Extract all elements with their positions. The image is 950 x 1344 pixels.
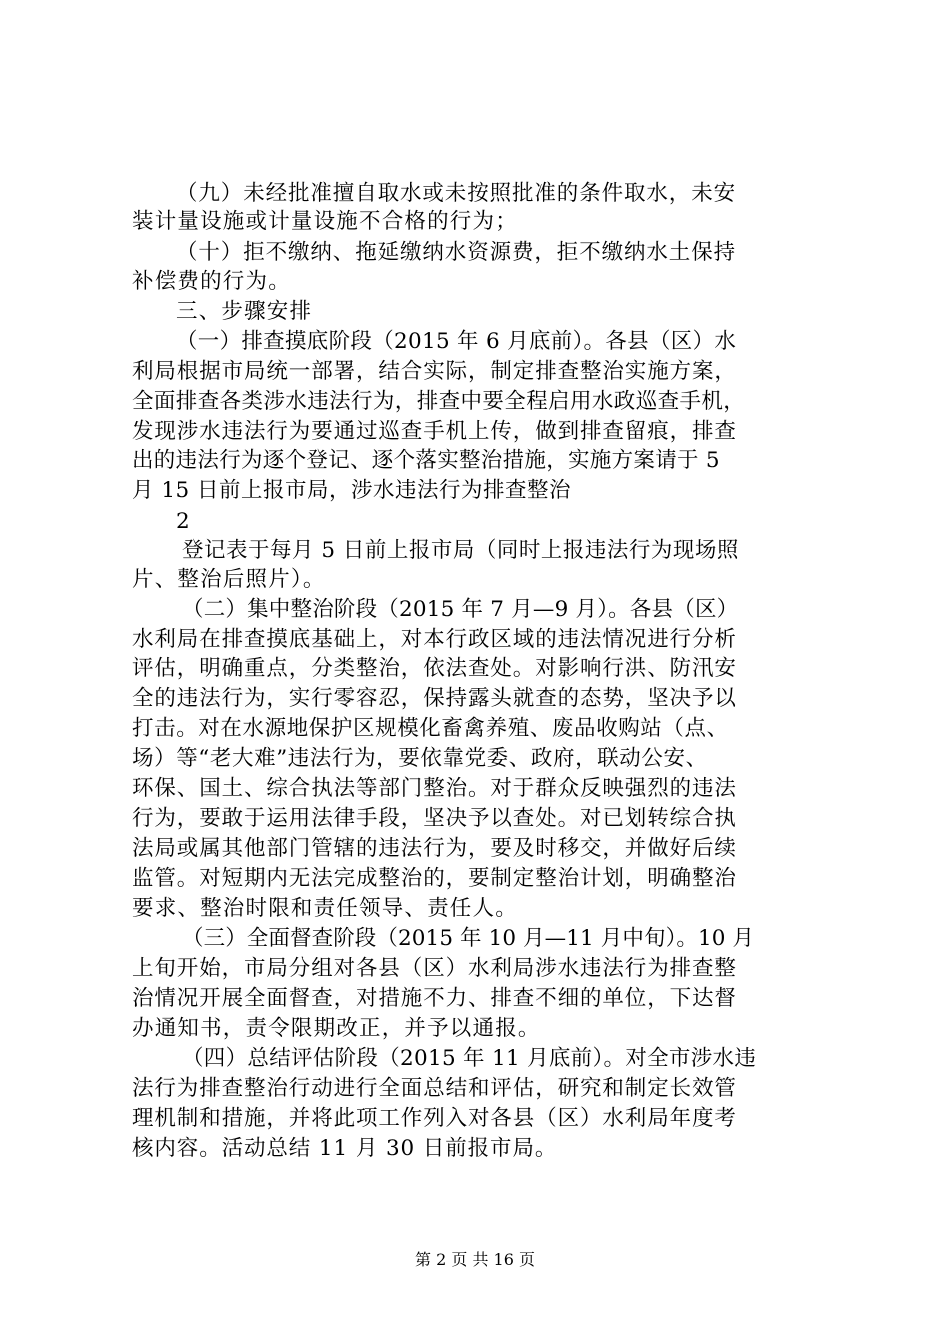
body-line: 月 15 日前上报市局，涉水违法行为排查整治: [132, 478, 572, 503]
body-line: 法行为排查整治行动进行全面总结和评估，研究和制定长效管: [132, 1076, 737, 1101]
body-line: 核内容。活动总结 11 月 30 日前报市局。: [132, 1136, 558, 1161]
body-line: 监管。对短期内无法完成整治的，要制定整治计划，明确整治: [132, 866, 737, 891]
page-number-marker: 2: [176, 509, 190, 534]
body-line: （九）未经批准擅自取水或未按照批准的条件取水，未安: [176, 181, 737, 206]
body-line: 要求、整治时限和责任领导、责任人。: [132, 896, 518, 921]
body-line: 利局根据市局统一部署，结合实际，制定排查整治实施方案，: [132, 359, 737, 384]
body-line: 补偿费的行为。: [132, 269, 291, 294]
body-line: 水利局在排查摸底基础上，对本行政区域的违法情况进行分析: [132, 627, 737, 652]
page-footer: 第 2 页 共 16 页: [415, 1250, 535, 1269]
body-line: （一）排查摸底阶段（2015 年 6 月底前）。各县（区）水: [176, 329, 737, 354]
body-line: （四）总结评估阶段（2015 年 11 月底前）。对全市涉水违: [182, 1046, 757, 1071]
body-line: 治情况开展全面督查，对措施不力、排查不细的单位，下达督: [132, 986, 737, 1011]
body-line: 理机制和措施，并将此项工作列入对各县（区）水利局年度考: [132, 1106, 737, 1131]
body-line: 全的违法行为，实行零容忍，保持露头就查的态势，坚决予以: [132, 686, 737, 711]
body-line: （二）集中整治阶段（2015 年 7 月—9 月）。各县（区）: [182, 597, 739, 622]
body-line: 出的违法行为逐个登记、逐个落实整治措施，实施方案请于 5: [132, 448, 720, 473]
body-line: 发现涉水违法行为要通过巡查手机上传，做到排查留痕，排查: [132, 419, 737, 444]
section-heading: 三、步骤安排: [176, 299, 313, 324]
body-line: 法局或属其他部门管辖的违法行为，要及时移交，并做好后续: [132, 836, 737, 861]
body-line: 装计量设施或计量设施不合格的行为；: [132, 209, 518, 234]
body-line: 片、整治后照片）。: [132, 567, 326, 592]
body-line: 全面排查各类涉水违法行为，排查中要全程启用水政巡查手机，: [132, 389, 746, 414]
body-line: （十）拒不缴纳、拖延缴纳水资源费，拒不缴纳水土保持: [176, 240, 737, 265]
body-line: 环保、国土、综合执法等部门整治。对于群众反映强烈的违法: [132, 776, 737, 801]
body-line: 行为，要敢于运用法律手段，坚决予以查处。对已划转综合执: [132, 806, 737, 831]
body-line: 评估，明确重点，分类整治，依法查处。对影响行洪、防汛安: [132, 656, 737, 681]
body-line: 上旬开始，市局分组对各县（区）水利局涉水违法行为排查整: [132, 956, 737, 981]
body-line: 场）等“老大难”违法行为，要依靠党委、政府，联动公安、: [132, 746, 708, 771]
body-line: 打击。对在水源地保护区规模化畜禽养殖、废品收购站（点、: [132, 716, 729, 741]
body-line: 登记表于每月 5 日前上报市局（同时上报违法行为现场照: [182, 538, 739, 563]
body-line: 办通知书，责令限期改正，并予以通报。: [132, 1016, 541, 1041]
body-line: （三）全面督查阶段（2015 年 10 月—11 月中旬）。10 月: [182, 926, 755, 951]
